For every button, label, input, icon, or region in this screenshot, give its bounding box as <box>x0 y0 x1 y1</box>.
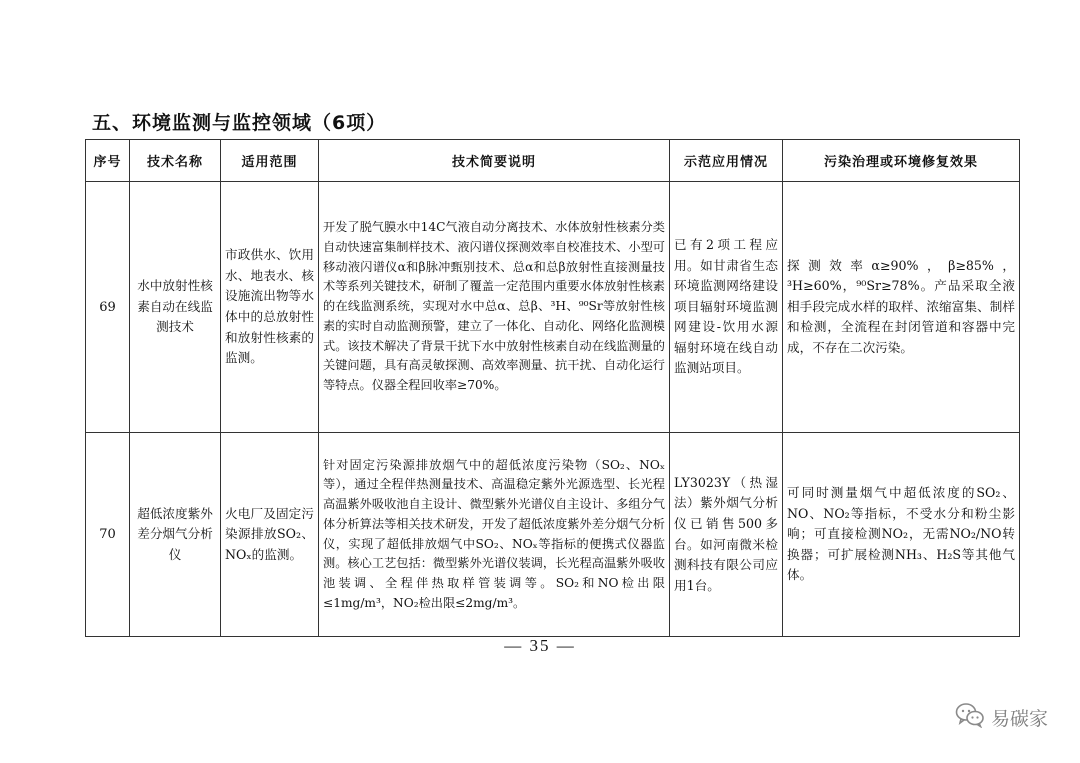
watermark <box>955 702 1048 732</box>
table-row <box>86 182 1020 433</box>
demo-application: 已有2项工程应用。如甘肃省生态环境监测网络建设项目辐射环境监测网建设-饮用水源辐射环境在线自动监测站项目。 <box>670 182 783 433</box>
table-header-row <box>86 140 1020 182</box>
watermark-text: 易碳家 <box>990 707 1048 730</box>
row-number: 70 <box>86 433 130 637</box>
tech-scope: 火电厂及固定污染源排放SO₂、NOₓ的监测。 <box>221 433 319 637</box>
header-effect: 污染治理或环境修复效果 <box>783 140 1020 182</box>
header-serial: 序号 <box>86 140 130 182</box>
tech-description: 针对固定污染源排放烟气中的超低浓度污染物（SO₂、NOₓ等），通过全程伴热测量技术、高温稳定紫外光源选型、长光程高温紫外吸收池自主设计、微型紫外光谱仪自主设计、多组分气体分析算法等相关技术研发，开发了超低浓度紫外差分烟气分析仪，实现了超低排放烟气中SO₂、NOₓ等指标的便携式仪器监测。核心工艺包括：微型紫外光谱仪装调，长光程高温紫外吸收池装调、全程伴热取样管装调等。SO₂和NO检出限≤1mg/m³，NO₂检出限≤2mg/m³。 <box>319 433 670 637</box>
technology-table <box>85 139 1020 637</box>
header-tech-name: 技术名称 <box>130 140 221 182</box>
wechat-icon <box>955 702 985 732</box>
pollution-effect: 可同时测量烟气中超低浓度的SO₂、NO、NO₂等指标，不受水分和粉尘影响；可直接检测NO₂，无需NO₂/NO转换器；可扩展检测NH₃、H₂S等其他气体。 <box>783 433 1020 637</box>
tech-name: 超低浓度紫外差分烟气分析仪 <box>130 433 221 637</box>
section-title: 五、环境监测与监控领域（6项） <box>92 112 387 134</box>
tech-description: 开发了脱气膜水中14C气液自动分离技术、水体放射性核素分类自动快速富集制样技术、液闪谱仪探测效率自校准技术、小型可移动液闪谱仪α和β脉冲甄别技术、总α和总β放射性直接测量技术等系列关键技术，研制了覆盖一定范围内重要水体放射性核素的在线监测系统，实现对水中总α、总β、³H、⁹⁰Sr等放射性核素的实时自动监测预警，建立了一体化、自动化、网络化监测模式。该技术解决了背景干扰下水中放射性核素自动在线监测量的关键问题，具有高灵敏探测、高效率测量、抗干扰、自动化运行等特点。仪器全程回收率≥70%。 <box>319 182 670 433</box>
table-row <box>86 433 1020 637</box>
pollution-effect: 探测效率α≥90%，β≥85%，³H≥60%，⁹⁰Sr≥78%。产品采取全液相手段完成水样的取样、浓缩富集、制样和检测，全流程在封闭管道和容器中完成，不存在二次污染。 <box>783 182 1020 433</box>
header-scope: 适用范围 <box>221 140 319 182</box>
tech-name: 水中放射性核素自动在线监测技术 <box>130 182 221 433</box>
header-description: 技术简要说明 <box>319 140 670 182</box>
row-number: 69 <box>86 182 130 433</box>
tech-scope: 市政供水、饮用水、地表水、核设施流出物等水体中的总放射性和放射性核素的监测。 <box>221 182 319 433</box>
demo-application: LY3023Y（热湿法）紫外烟气分析仪已销售500多台。如河南微米检测科技有限公司应用1台。 <box>670 433 783 637</box>
header-demo-application: 示范应用情况 <box>670 140 783 182</box>
page-number: — 35 — <box>504 636 576 655</box>
